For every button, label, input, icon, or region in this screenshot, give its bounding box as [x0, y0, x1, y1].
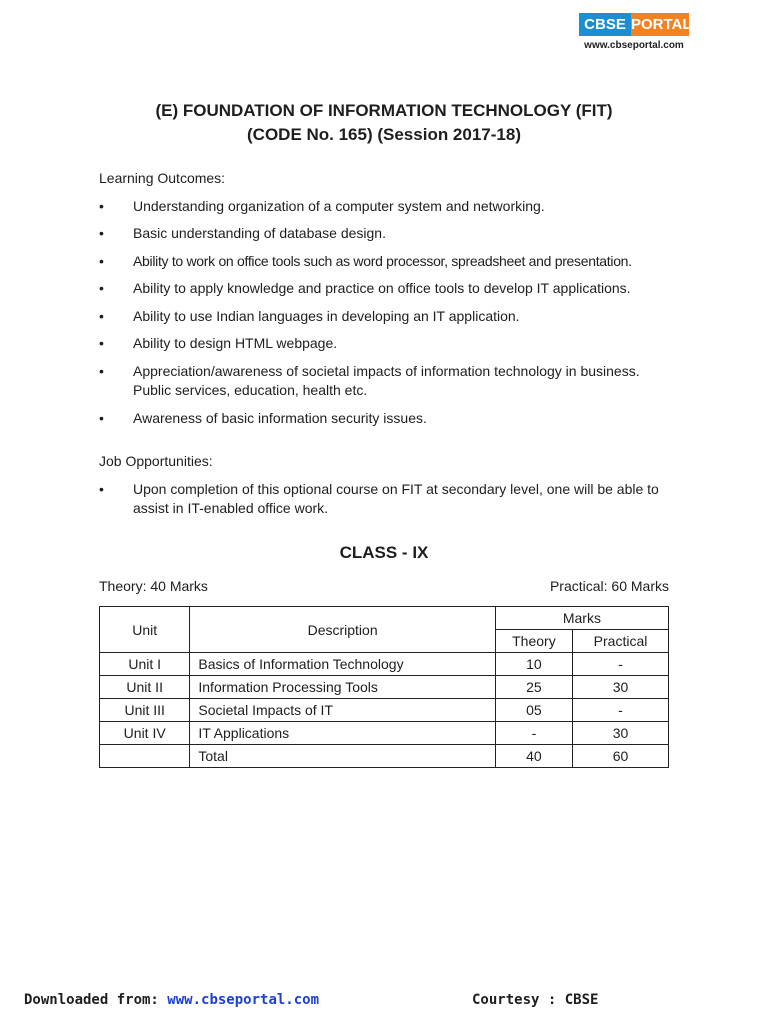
bullet-icon: • [99, 308, 104, 324]
table-header-row [100, 607, 669, 630]
page-title: (E) FOUNDATION OF INFORMATION TECHNOLOGY (FIT) [155, 101, 613, 120]
footer-courtesy: Courtesy : CBSE [472, 992, 599, 1008]
logo-url: www.cbseportal.com [584, 40, 684, 51]
marks-table [99, 606, 669, 768]
footer-downloaded-link[interactable]: www.cbseportal.com [167, 992, 320, 1008]
list-item: • Understanding organization of a computer system and networking. [99, 198, 545, 214]
page-subtitle: (CODE No. 165) (Session 2017-18) [247, 125, 521, 144]
table-row: Unit I Basics of Information Technology 10 - [100, 653, 669, 676]
bullet-icon: • [99, 198, 104, 214]
footer-downloaded [24, 992, 319, 1008]
list-item: • Ability to work on office tools such as word processor, spreadsheet and presentation. [99, 253, 632, 269]
table-row: Unit IV IT Applications - 30 [100, 722, 669, 745]
list-item: • Basic understanding of database design. [99, 225, 386, 241]
bullet-icon: • [99, 481, 104, 497]
header-unit: Unit [100, 607, 190, 653]
bullet-icon: • [99, 363, 104, 379]
theory-marks: Theory: 40 Marks [99, 578, 208, 594]
header-theory: Theory [495, 630, 572, 653]
table-row-total: Total 40 60 [100, 745, 669, 768]
learning-outcomes-label: Learning Outcomes: [99, 170, 226, 186]
learning-outcomes-list [99, 197, 679, 436]
bullet-icon: • [99, 335, 104, 351]
list-item: • Ability to apply knowledge and practice on office tools to develop IT applications. [99, 280, 631, 296]
bullet-icon: • [99, 253, 104, 269]
header-description: Description [190, 607, 495, 653]
class-title: CLASS - IX [339, 543, 429, 562]
table-row: Unit II Information Processing Tools 25 30 [100, 676, 669, 699]
header-marks: Marks [495, 607, 668, 630]
header-practical: Practical [573, 630, 669, 653]
logo-text-portal: PORTAL [631, 13, 689, 36]
bullet-icon: • [99, 410, 104, 426]
list-item: • Awareness of basic information security issues. [99, 410, 427, 426]
cbseportal-logo [579, 13, 692, 51]
table-row: Unit III Societal Impacts of IT 05 - [100, 699, 669, 722]
job-opportunities-label: Job Opportunities: [99, 453, 213, 469]
job-opportunities-list [99, 480, 679, 518]
bullet-icon: • [99, 280, 104, 296]
practical-marks: Practical: 60 Marks [549, 578, 669, 594]
list-item: • Upon completion of this optional course on FIT at secondary level, one will be able to assist in IT-enabled office work. [99, 481, 659, 516]
list-item: • Ability to use Indian languages in developing an IT application. [99, 308, 520, 324]
logo-text-cbse: CBSE [579, 13, 631, 36]
list-item: • Ability to design HTML webpage. [99, 335, 338, 351]
list-item: • Appreciation/awareness of societal impacts of information technology in business. Public services, education, health etc. [99, 363, 640, 398]
footer-downloaded-label: Downloaded from: [24, 992, 168, 1008]
bullet-icon: • [99, 225, 104, 241]
